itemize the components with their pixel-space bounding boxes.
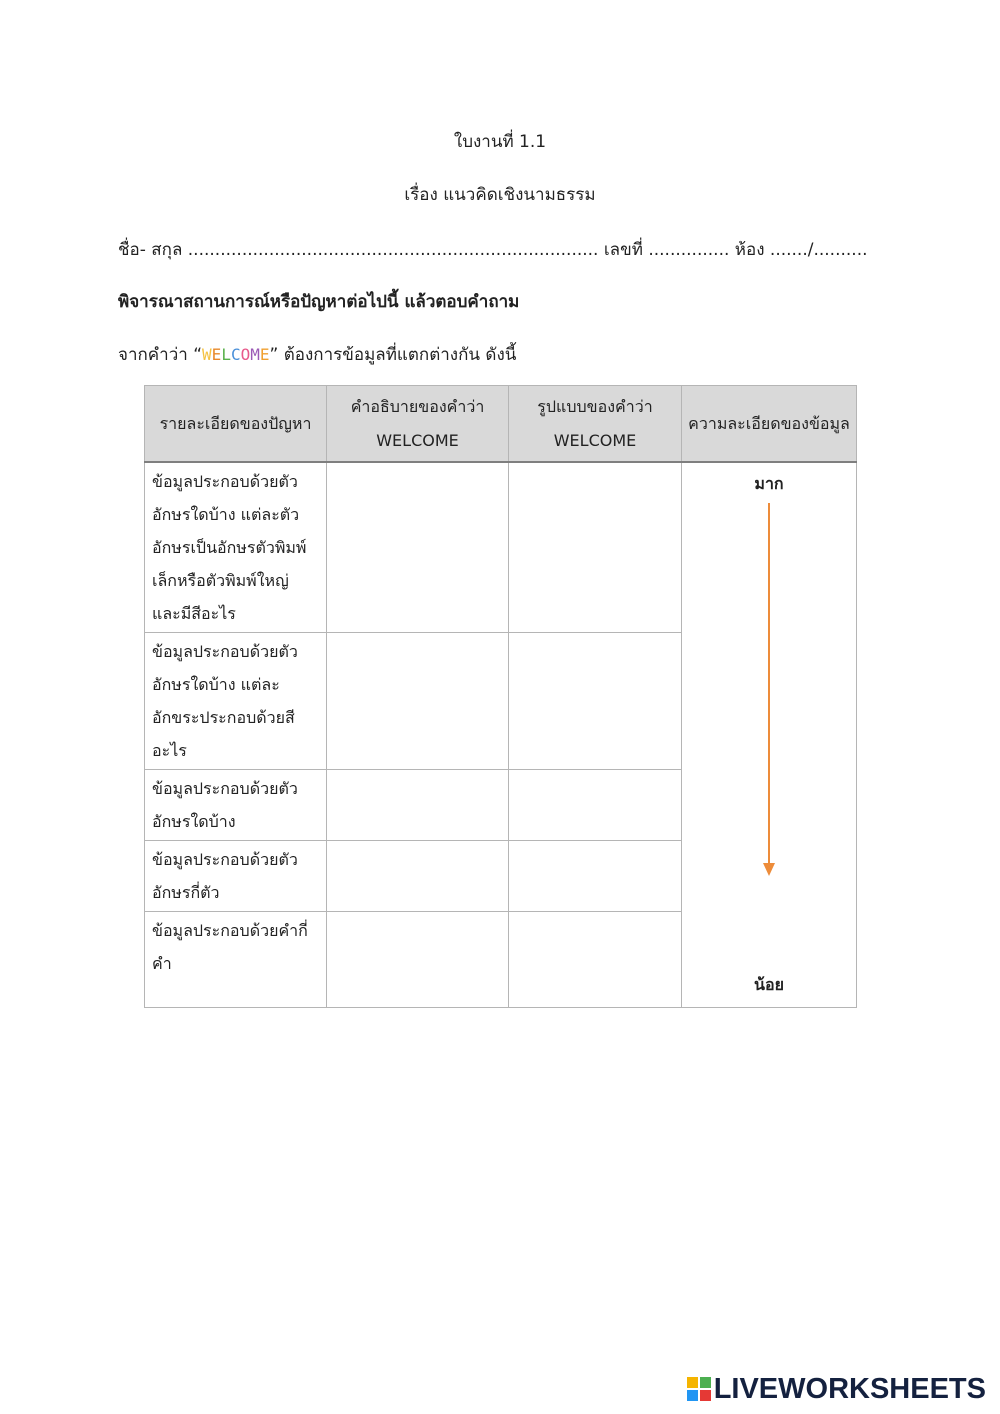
problem-detail-cell: ข้อมูลประกอบด้วยคำกี่คำ [145, 912, 327, 1008]
word-letter: C [230, 345, 241, 364]
word-letter: M [250, 345, 260, 364]
header-problem-detail: รายละเอียดของปัญหา [145, 386, 327, 463]
problem-detail-cell: ข้อมูลประกอบด้วยตัวอักษรใดบ้าง แต่ละตัวอักษรเป็นอักษรตัวพิมพ์เล็กหรือตัวพิมพ์ใหญ่ และมีสีอะไร [145, 462, 327, 633]
pattern-answer-cell[interactable] [509, 912, 682, 1008]
worksheet-title: ใบงานที่ 1.1 [453, 132, 547, 152]
header-data-detail-level: ความละเอียดของข้อมูล [682, 386, 857, 463]
problem-detail-cell: ข้อมูลประกอบด้วยตัวอักษรกี่ตัว [145, 841, 327, 912]
student-info-line: ชื่อ- สกุล ............................................................................ เลขที่ ............... ห้อง ......./.......... [118, 240, 868, 260]
word-letter: W [202, 345, 212, 364]
description-answer-cell[interactable] [327, 633, 509, 770]
arrow-down-icon [754, 501, 784, 881]
pattern-answer-cell[interactable] [509, 841, 682, 912]
liveworksheets-logo-icon [687, 1377, 711, 1401]
description-answer-cell[interactable] [327, 841, 509, 912]
word-letter: E [259, 345, 270, 364]
description-answer-cell[interactable] [327, 912, 509, 1008]
word-letter: O [240, 345, 251, 364]
logo-text: LIVEWORKSHEETS [713, 1372, 986, 1405]
colored-word-welcome [202, 345, 269, 365]
table-header-row [145, 386, 857, 463]
header-word-pattern: รูปแบบของคำว่า WELCOME [509, 386, 682, 463]
word-letter: L [221, 345, 231, 364]
description-answer-cell[interactable] [327, 462, 509, 633]
worksheet-table [144, 385, 857, 1008]
instruction-text: พิจารณาสถานการณ์หรือปัญหาต่อไปนี้ แล้วตอบคำถาม [118, 292, 520, 312]
word-letter: E [211, 345, 222, 364]
worksheet-subject: เรื่อง แนวคิดเชิงนามธรรม [404, 185, 596, 205]
liveworksheets-logo [687, 1372, 986, 1406]
problem-detail-cell: ข้อมูลประกอบด้วยตัวอักษรใดบ้าง [145, 770, 327, 841]
intro-suffix: ” ต้องการข้อมูลที่แตกต่างกัน ดังนี้ [269, 345, 517, 365]
pattern-answer-cell[interactable] [509, 633, 682, 770]
pattern-answer-cell[interactable] [509, 462, 682, 633]
problem-detail-cell: ข้อมูลประกอบด้วยตัวอักษรใดบ้าง แต่ละอักขระประกอบด้วยสีอะไร [145, 633, 327, 770]
pattern-answer-cell[interactable] [509, 770, 682, 841]
description-answer-cell[interactable] [327, 770, 509, 841]
intro-text [118, 341, 516, 368]
detail-level-cell [682, 462, 857, 1008]
header-word-description: คำอธิบายของคำว่า WELCOME [327, 386, 509, 463]
level-low-label: น้อย [754, 975, 784, 994]
table-row [145, 462, 857, 633]
level-high-label: มาก [754, 474, 784, 493]
intro-prefix: จากคำว่า “ [118, 345, 203, 365]
